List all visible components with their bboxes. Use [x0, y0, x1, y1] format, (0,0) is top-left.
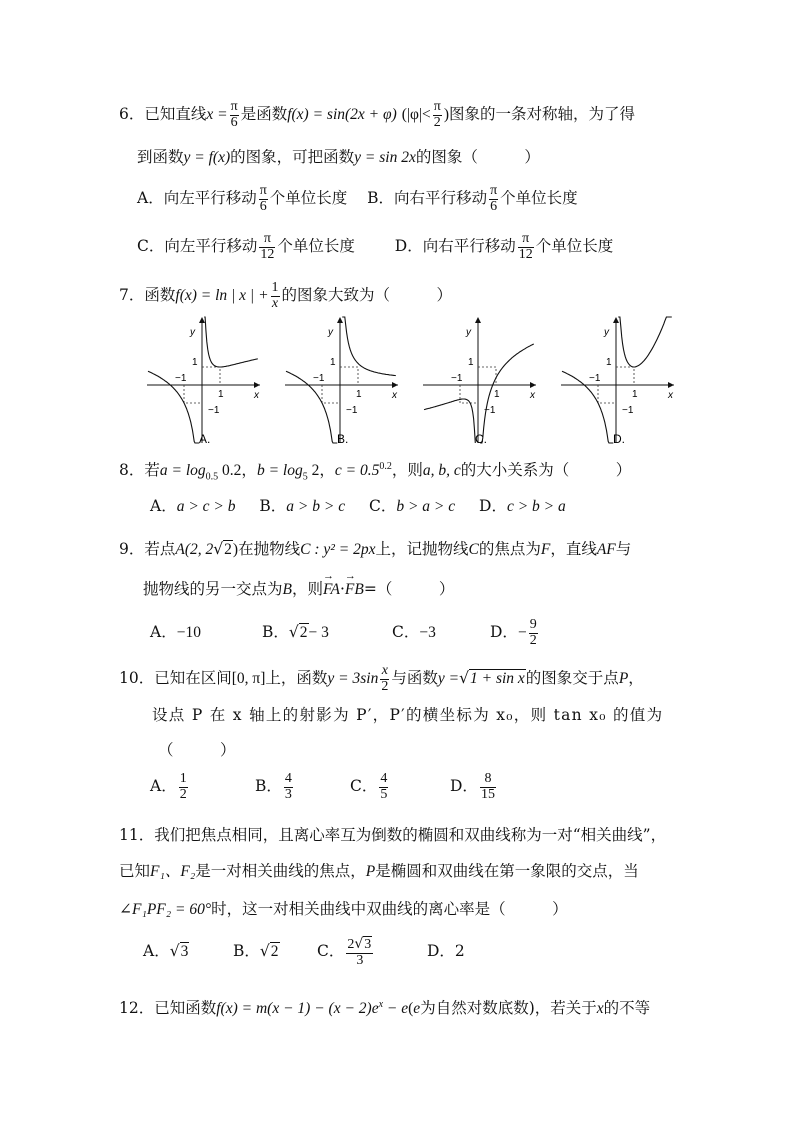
x-label: x — [668, 390, 673, 401]
y-axis-arrow — [613, 317, 619, 323]
tick-minus-one-x: −1 — [313, 373, 325, 384]
y-label: y — [328, 327, 333, 338]
tick-one-x: 1 — [632, 389, 638, 400]
q10-line1: 10．已知在区间[0, π]上，函数y = 3sin $\frac{x}{2}$ 与函数y =√1 + sin x的图象交于点P， — [119, 663, 644, 694]
tick-one-y: 1 — [468, 357, 474, 368]
y-label: y — [466, 327, 471, 338]
curve-positive-branch — [342, 317, 396, 376]
q6-option-c[interactable]: C．向左平行移动 $\frac{\pi}{12}$ 个单位长度 — [137, 231, 355, 262]
curve-negative-branch — [148, 371, 199, 443]
q8-option-a[interactable]: A．a > c > b — [150, 497, 236, 515]
q10-option-a[interactable]: A． $\frac{1}{2}$ — [150, 771, 187, 802]
tick-one-x: 1 — [218, 389, 224, 400]
graph-4[interactable] — [561, 317, 674, 446]
dashed-guide-pos — [202, 367, 220, 385]
q11-option-b[interactable]: B．√2 — [233, 942, 279, 961]
q11-line2: 已知F₁、F₂是一对相关曲线的焦点，P是椭圆和双曲线在第一象限的交点，当 — [119, 862, 639, 880]
q6-option-d[interactable]: D．向右平行移动 $\frac{\pi}{12}$ 个单位长度 — [394, 231, 614, 262]
q11-option-c[interactable]: C． $\frac{2√3}{3}$ — [317, 936, 372, 968]
tick-minus-one-y: −1 — [622, 405, 634, 416]
dashed-guide-pos — [616, 367, 634, 385]
tick-minus-one-x: −1 — [175, 373, 187, 384]
q8-options — [150, 499, 566, 515]
q9-line1: 9．若点A(2, 2√2)在抛物线C : y² = 2px上，记抛物线C的焦点为F，直线AF与 — [119, 540, 632, 558]
y-axis-arrow — [337, 317, 343, 323]
q6-option-a[interactable]: A．向左平行移动 $\frac{\pi}{6}$ 个单位长度 — [137, 183, 348, 214]
tick-minus-one-y: −1 — [346, 405, 358, 416]
x-axis-arrow — [254, 382, 260, 388]
x-label: x — [530, 390, 535, 401]
x-label: x — [392, 390, 397, 401]
x-axis-arrow — [392, 382, 398, 388]
tick-minus-one-y: −1 — [484, 405, 496, 416]
q11-options — [143, 936, 465, 968]
graph-label: D. — [613, 432, 625, 446]
q8-option-b[interactable]: B．a > b > c — [259, 497, 346, 515]
tick-one-y: 1 — [606, 357, 612, 368]
tick-minus-one-x: −1 — [451, 373, 463, 384]
q7-graphs — [145, 315, 690, 447]
q10-option-c[interactable]: C． $\frac{4}{5}$ — [350, 771, 388, 802]
q7-stem: 7．函数f(x) = ln | x | + $\frac{1}{x}$ 的图象大致为（ ） — [119, 280, 453, 311]
q9-line2: 抛物线的另一交点为B，则→ FA·→ FB=（ ） — [143, 582, 454, 598]
pi-over-2: $\frac{\pi}{2}$ — [433, 99, 441, 130]
q10-option-b[interactable]: B． $\frac{4}{3}$ — [255, 771, 292, 802]
q9-options — [150, 618, 540, 648]
curve-positive-branch — [480, 344, 534, 443]
y-label: y — [190, 327, 195, 338]
q9-option-a[interactable]: A．−10 — [150, 623, 201, 642]
q10-option-d[interactable]: D． $\frac{8}{15}$ — [450, 771, 495, 802]
y-axis-arrow — [475, 317, 481, 323]
pi-over-6: $\frac{\pi}{6}$ — [230, 99, 238, 130]
curve-negative-branch — [562, 371, 613, 443]
q12-line1: 12．已知函数$f(x) = m(x - 1) - (x - 2)e^x - e(e$为自然对数底数)，若关于x的不等 — [119, 999, 651, 1018]
q8-option-d[interactable]: D．c > b > a — [479, 497, 566, 515]
tick-one-x: 1 — [494, 389, 500, 400]
q11-line3: ∠F₁PF₂ = 60°时，这一对相关曲线中双曲线的离心率是（ ） — [119, 900, 568, 918]
q10-line2: 设点 P 在 x 轴上的射影为 P′，P′的横坐标为 x₀，则 tan x₀ 的值为 — [152, 706, 664, 724]
q6-option-b[interactable]: B．向右平行移动 $\frac{\pi}{6}$ 个单位长度 — [367, 183, 578, 214]
q6-options-cd — [137, 232, 613, 262]
q6-number: 6． — [119, 105, 145, 124]
tick-one-y: 1 — [330, 357, 336, 368]
q8-option-c[interactable]: C．b > a > c — [368, 497, 456, 515]
q6-line2: 到函数y = f(x)的图象，可把函数y = sin 2x的图象（ ） — [137, 148, 540, 166]
curve-negative-branch — [424, 399, 475, 443]
q9-option-c[interactable]: C．−3 — [392, 623, 436, 642]
tick-one-x: 1 — [356, 389, 362, 400]
tick-minus-one-y: −1 — [208, 405, 220, 416]
graph-2[interactable] — [285, 317, 398, 446]
tick-minus-one-x: −1 — [589, 373, 601, 384]
dashed-guide-neg — [322, 385, 340, 403]
y-axis-arrow — [199, 317, 205, 323]
y-label: y — [604, 327, 609, 338]
q11-line1: 11．我们把焦点相同，且离心率互为倒数的椭圆和双曲线称为一对“相关曲线”， — [119, 826, 667, 844]
dashed-guide-pos — [340, 367, 358, 385]
graph-label: B. — [337, 432, 349, 446]
q9-option-d[interactable]: D．− $\frac{9}{2}$ — [490, 617, 537, 648]
graph-3[interactable] — [423, 317, 536, 446]
graph-1[interactable] — [147, 317, 260, 446]
graph-label: A. — [199, 432, 211, 446]
dashed-guide-neg — [460, 385, 478, 403]
x-label: x — [254, 390, 259, 401]
curve-negative-branch — [286, 371, 337, 443]
q6-line1: 6．已知直线x = $\frac{\pi}{6}$ 是函数f(x) = sin(2x + φ) (|φ|< $\frac{\pi}{2}$ )图象的一条对称轴，为了得 — [119, 99, 636, 130]
tick-one-y: 1 — [192, 357, 198, 368]
q11-option-a[interactable]: A．√3 — [143, 942, 189, 961]
curve-positive-branch — [618, 317, 672, 367]
curve-positive-branch — [204, 317, 258, 367]
q6-options-ab — [137, 184, 578, 214]
q11-option-d[interactable]: D．2 — [427, 942, 465, 961]
x-axis-arrow — [530, 382, 536, 388]
q8-stem: 8．若$a = \log_{0.5} 0.2$，$b = \log_5 2$，$c = 0.5^{0.2}$，则a, b, c的大小关系为（ ） — [119, 461, 632, 483]
q10-line3: （ ） — [158, 741, 236, 759]
x-axis-arrow — [668, 382, 674, 388]
q9-option-b[interactable]: B．√2− 3 — [262, 623, 329, 642]
graph-label: C. — [475, 432, 487, 446]
dashed-guide-neg — [598, 385, 616, 403]
dashed-guide-neg — [184, 385, 202, 403]
q10-options — [150, 772, 498, 802]
